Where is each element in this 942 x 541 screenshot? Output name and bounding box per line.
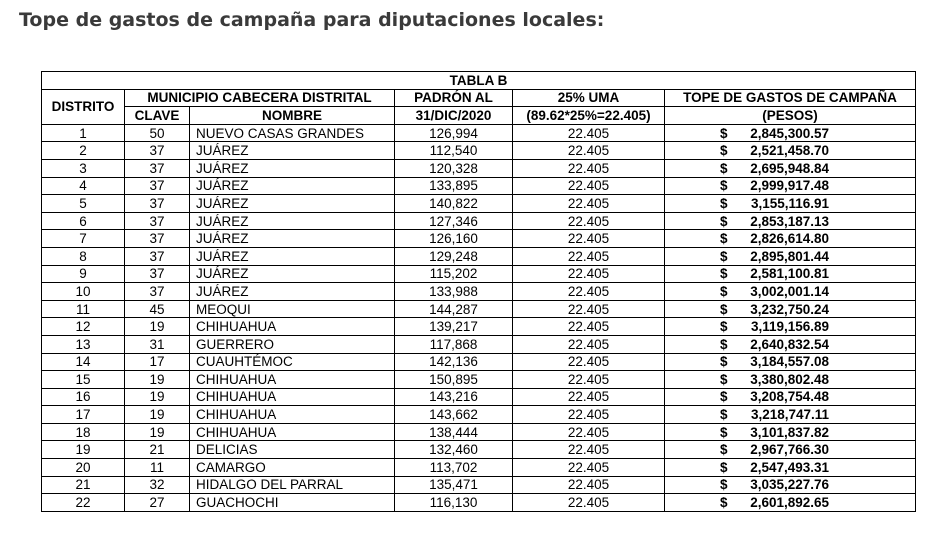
cell-clave: 19 bbox=[125, 371, 190, 389]
tope-wrap bbox=[665, 337, 915, 352]
cell-nombre: JUÁREZ bbox=[190, 230, 395, 248]
cell-uma: 22.405 bbox=[513, 459, 665, 477]
cell-tope bbox=[665, 142, 916, 160]
table-row bbox=[42, 494, 916, 512]
cell-tope bbox=[665, 459, 916, 477]
tope-amount: 2,967,766.30 bbox=[750, 442, 830, 458]
table-row bbox=[42, 247, 916, 265]
cell-padron: 112,540 bbox=[395, 142, 513, 160]
cell-clave: 32 bbox=[125, 476, 190, 494]
tope-amount: 2,695,948.84 bbox=[750, 160, 830, 176]
cell-uma: 22.405 bbox=[513, 406, 665, 424]
cell-clave: 21 bbox=[125, 441, 190, 459]
cell-padron: 120,328 bbox=[395, 159, 513, 177]
currency-symbol: $ bbox=[720, 371, 728, 387]
cell-uma: 22.405 bbox=[513, 371, 665, 389]
cell-clave: 37 bbox=[125, 195, 190, 213]
cell-uma: 22.405 bbox=[513, 124, 665, 142]
currency-symbol: $ bbox=[720, 301, 728, 317]
table-row bbox=[42, 353, 916, 371]
tope-amount: 2,853,187.13 bbox=[750, 213, 830, 229]
cell-tope bbox=[665, 177, 916, 195]
cell-padron: 144,287 bbox=[395, 300, 513, 318]
table-row bbox=[42, 371, 916, 389]
cell-tope bbox=[665, 212, 916, 230]
tope-amount: 3,218,747.11 bbox=[750, 407, 830, 423]
cell-uma: 22.405 bbox=[513, 300, 665, 318]
cell-uma: 22.405 bbox=[513, 423, 665, 441]
tope-wrap bbox=[665, 161, 915, 176]
currency-symbol: $ bbox=[720, 319, 728, 335]
tope-amount: 2,601,892.65 bbox=[750, 495, 830, 511]
cell-tope bbox=[665, 388, 916, 406]
cell-nombre: GUERRERO bbox=[190, 335, 395, 353]
currency-symbol: $ bbox=[720, 336, 728, 352]
currency-symbol: $ bbox=[720, 407, 728, 423]
tope-amount: 3,035,227.76 bbox=[750, 477, 830, 493]
cell-clave: 37 bbox=[125, 177, 190, 195]
tope-amount: 3,232,750.24 bbox=[750, 301, 830, 317]
table-row bbox=[42, 335, 916, 353]
cell-uma: 22.405 bbox=[513, 318, 665, 336]
tope-wrap bbox=[665, 442, 915, 457]
cell-clave: 11 bbox=[125, 459, 190, 477]
tope-wrap bbox=[665, 407, 915, 422]
currency-symbol: $ bbox=[720, 283, 728, 299]
cell-uma: 22.405 bbox=[513, 247, 665, 265]
cell-tope bbox=[665, 476, 916, 494]
tope-amount: 3,119,156.89 bbox=[750, 319, 830, 335]
tope-wrap bbox=[665, 495, 915, 510]
tope-wrap bbox=[665, 302, 915, 317]
currency-symbol: $ bbox=[720, 178, 728, 194]
tope-amount: 2,999,917.48 bbox=[750, 178, 830, 194]
cell-padron: 117,868 bbox=[395, 335, 513, 353]
table-row bbox=[42, 441, 916, 459]
cell-padron: 133,988 bbox=[395, 283, 513, 301]
currency-symbol: $ bbox=[720, 195, 728, 211]
cell-clave: 37 bbox=[125, 230, 190, 248]
header-uma-line1: 25% UMA bbox=[513, 89, 665, 107]
table-header bbox=[42, 72, 916, 125]
currency-symbol: $ bbox=[720, 213, 728, 229]
tope-wrap bbox=[665, 319, 915, 334]
cell-distrito: 15 bbox=[42, 371, 125, 389]
tope-wrap bbox=[665, 178, 915, 193]
cell-clave: 37 bbox=[125, 283, 190, 301]
cell-padron: 115,202 bbox=[395, 265, 513, 283]
cell-nombre: HIDALGO DEL PARRAL bbox=[190, 476, 395, 494]
tope-wrap bbox=[665, 126, 915, 141]
cell-clave: 37 bbox=[125, 212, 190, 230]
caption-row bbox=[42, 72, 916, 90]
tope-amount: 2,547,493.31 bbox=[750, 459, 830, 475]
currency-symbol: $ bbox=[720, 424, 728, 440]
header-row-2 bbox=[42, 107, 916, 125]
currency-symbol: $ bbox=[720, 477, 728, 493]
cell-padron: 135,471 bbox=[395, 476, 513, 494]
tope-amount: 3,184,557.08 bbox=[750, 354, 830, 370]
cell-tope bbox=[665, 300, 916, 318]
cell-tope bbox=[665, 441, 916, 459]
table-row bbox=[42, 423, 916, 441]
cell-distrito: 12 bbox=[42, 318, 125, 336]
cell-nombre: CHIHUAHUA bbox=[190, 406, 395, 424]
cell-nombre: CHIHUAHUA bbox=[190, 371, 395, 389]
cell-tope bbox=[665, 124, 916, 142]
currency-symbol: $ bbox=[720, 160, 728, 176]
cell-nombre: CUAUHTÉMOC bbox=[190, 353, 395, 371]
cell-uma: 22.405 bbox=[513, 177, 665, 195]
cell-nombre: JUÁREZ bbox=[190, 159, 395, 177]
currency-symbol: $ bbox=[720, 231, 728, 247]
cell-nombre: CHIHUAHUA bbox=[190, 388, 395, 406]
currency-symbol: $ bbox=[720, 442, 728, 458]
cell-tope bbox=[665, 195, 916, 213]
table-row bbox=[42, 177, 916, 195]
table-row bbox=[42, 142, 916, 160]
cell-tope bbox=[665, 283, 916, 301]
cell-nombre: JUÁREZ bbox=[190, 265, 395, 283]
cell-distrito: 11 bbox=[42, 300, 125, 318]
cell-tope bbox=[665, 247, 916, 265]
cell-clave: 45 bbox=[125, 300, 190, 318]
table-row bbox=[42, 476, 916, 494]
cell-tope bbox=[665, 353, 916, 371]
cell-nombre: JUÁREZ bbox=[190, 177, 395, 195]
cell-uma: 22.405 bbox=[513, 353, 665, 371]
table-row bbox=[42, 283, 916, 301]
cell-tope bbox=[665, 265, 916, 283]
cell-nombre: MEOQUI bbox=[190, 300, 395, 318]
table-row bbox=[42, 195, 916, 213]
cell-clave: 17 bbox=[125, 353, 190, 371]
cell-uma: 22.405 bbox=[513, 441, 665, 459]
cell-padron: 113,702 bbox=[395, 459, 513, 477]
cell-tope bbox=[665, 230, 916, 248]
currency-symbol: $ bbox=[720, 248, 728, 264]
cell-nombre: JUÁREZ bbox=[190, 212, 395, 230]
cell-clave: 19 bbox=[125, 318, 190, 336]
header-tope-line1: TOPE DE GASTOS DE CAMPAÑA bbox=[665, 89, 916, 107]
cell-tope bbox=[665, 406, 916, 424]
header-padron-line1: PADRÓN AL bbox=[395, 89, 513, 107]
cell-uma: 22.405 bbox=[513, 283, 665, 301]
tope-wrap bbox=[665, 372, 915, 387]
tope-amount: 3,208,754.48 bbox=[750, 389, 830, 405]
cell-distrito: 10 bbox=[42, 283, 125, 301]
cell-tope bbox=[665, 494, 916, 512]
tope-amount: 2,895,801.44 bbox=[750, 248, 830, 264]
cell-distrito: 9 bbox=[42, 265, 125, 283]
cell-clave: 37 bbox=[125, 159, 190, 177]
page-title: Tope de gastos de campaña para diputaciones locales: bbox=[19, 9, 605, 31]
tope-amount: 3,380,802.48 bbox=[750, 371, 830, 387]
cell-distrito: 14 bbox=[42, 353, 125, 371]
cell-uma: 22.405 bbox=[513, 476, 665, 494]
cell-distrito: 18 bbox=[42, 423, 125, 441]
tope-wrap bbox=[665, 214, 915, 229]
table-row bbox=[42, 212, 916, 230]
cell-distrito: 4 bbox=[42, 177, 125, 195]
cell-distrito: 21 bbox=[42, 476, 125, 494]
cell-distrito: 8 bbox=[42, 247, 125, 265]
cell-nombre: JUÁREZ bbox=[190, 283, 395, 301]
tope-amount: 3,155,116.91 bbox=[750, 195, 830, 211]
tope-amount: 2,521,458.70 bbox=[750, 143, 830, 159]
cell-padron: 140,822 bbox=[395, 195, 513, 213]
cell-clave: 50 bbox=[125, 124, 190, 142]
cell-padron: 138,444 bbox=[395, 423, 513, 441]
table-row bbox=[42, 159, 916, 177]
header-row-1 bbox=[42, 89, 916, 107]
header-distrito: DISTRITO bbox=[42, 89, 125, 124]
cell-clave: 37 bbox=[125, 142, 190, 160]
cell-tope bbox=[665, 159, 916, 177]
tope-wrap bbox=[665, 284, 915, 299]
cell-distrito: 2 bbox=[42, 142, 125, 160]
currency-symbol: $ bbox=[720, 354, 728, 370]
tope-wrap bbox=[665, 460, 915, 475]
currency-symbol: $ bbox=[720, 143, 728, 159]
table-row bbox=[42, 300, 916, 318]
tope-amount: 2,845,300.57 bbox=[750, 125, 830, 141]
tope-amount: 2,826,614.80 bbox=[750, 231, 830, 247]
cell-padron: 129,248 bbox=[395, 247, 513, 265]
cell-clave: 37 bbox=[125, 265, 190, 283]
cell-uma: 22.405 bbox=[513, 230, 665, 248]
cell-clave: 27 bbox=[125, 494, 190, 512]
table-body bbox=[42, 124, 916, 511]
cell-distrito: 19 bbox=[42, 441, 125, 459]
cell-distrito: 5 bbox=[42, 195, 125, 213]
cell-tope bbox=[665, 423, 916, 441]
table-row bbox=[42, 318, 916, 336]
cell-uma: 22.405 bbox=[513, 265, 665, 283]
cell-padron: 142,136 bbox=[395, 353, 513, 371]
cell-uma: 22.405 bbox=[513, 142, 665, 160]
cell-padron: 132,460 bbox=[395, 441, 513, 459]
tope-wrap bbox=[665, 249, 915, 264]
cell-padron: 126,994 bbox=[395, 124, 513, 142]
cell-tope bbox=[665, 335, 916, 353]
cell-nombre: CHIHUAHUA bbox=[190, 318, 395, 336]
cell-distrito: 1 bbox=[42, 124, 125, 142]
cell-padron: 150,895 bbox=[395, 371, 513, 389]
header-nombre: NOMBRE bbox=[190, 107, 395, 125]
cell-padron: 127,346 bbox=[395, 212, 513, 230]
cell-uma: 22.405 bbox=[513, 335, 665, 353]
cell-padron: 126,160 bbox=[395, 230, 513, 248]
cell-clave: 19 bbox=[125, 423, 190, 441]
cell-uma: 22.405 bbox=[513, 159, 665, 177]
table-row bbox=[42, 406, 916, 424]
currency-symbol: $ bbox=[720, 495, 728, 511]
cell-clave: 19 bbox=[125, 388, 190, 406]
cell-nombre: CAMARGO bbox=[190, 459, 395, 477]
table-row bbox=[42, 230, 916, 248]
cell-nombre: GUACHOCHI bbox=[190, 494, 395, 512]
cell-uma: 22.405 bbox=[513, 388, 665, 406]
header-municipio: MUNICIPIO CABECERA DISTRITAL bbox=[125, 89, 395, 107]
tope-amount: 2,640,832.54 bbox=[750, 336, 830, 352]
cell-distrito: 17 bbox=[42, 406, 125, 424]
cell-distrito: 7 bbox=[42, 230, 125, 248]
cell-padron: 133,895 bbox=[395, 177, 513, 195]
header-uma-line2: (89.62*25%=22.405) bbox=[513, 107, 665, 125]
cell-padron: 143,662 bbox=[395, 406, 513, 424]
table-row bbox=[42, 459, 916, 477]
cell-nombre: JUÁREZ bbox=[190, 142, 395, 160]
tope-wrap bbox=[665, 425, 915, 440]
cell-nombre: DELICIAS bbox=[190, 441, 395, 459]
tope-wrap bbox=[665, 143, 915, 158]
table-row bbox=[42, 265, 916, 283]
tope-wrap bbox=[665, 266, 915, 281]
table-caption: TABLA B bbox=[42, 72, 916, 90]
header-padron-line2: 31/DIC/2020 bbox=[395, 107, 513, 125]
cell-clave: 31 bbox=[125, 335, 190, 353]
header-clave: CLAVE bbox=[125, 107, 190, 125]
cell-distrito: 6 bbox=[42, 212, 125, 230]
currency-symbol: $ bbox=[720, 459, 728, 475]
currency-symbol: $ bbox=[720, 125, 728, 141]
tope-amount: 2,581,100.81 bbox=[750, 266, 830, 282]
cell-uma: 22.405 bbox=[513, 494, 665, 512]
cell-distrito: 22 bbox=[42, 494, 125, 512]
cell-distrito: 16 bbox=[42, 388, 125, 406]
cell-clave: 19 bbox=[125, 406, 190, 424]
currency-symbol: $ bbox=[720, 389, 728, 405]
cell-distrito: 13 bbox=[42, 335, 125, 353]
cell-nombre: NUEVO CASAS GRANDES bbox=[190, 124, 395, 142]
cell-clave: 37 bbox=[125, 247, 190, 265]
table-row bbox=[42, 388, 916, 406]
cell-distrito: 20 bbox=[42, 459, 125, 477]
tope-wrap bbox=[665, 196, 915, 211]
cell-uma: 22.405 bbox=[513, 195, 665, 213]
tope-wrap bbox=[665, 354, 915, 369]
tope-wrap bbox=[665, 389, 915, 404]
cell-tope bbox=[665, 371, 916, 389]
cell-nombre: JUÁREZ bbox=[190, 195, 395, 213]
currency-symbol: $ bbox=[720, 266, 728, 282]
cell-padron: 139,217 bbox=[395, 318, 513, 336]
cell-padron: 143,216 bbox=[395, 388, 513, 406]
header-tope-line2: (PESOS) bbox=[665, 107, 916, 125]
cell-padron: 116,130 bbox=[395, 494, 513, 512]
tope-wrap bbox=[665, 231, 915, 246]
tope-wrap bbox=[665, 477, 915, 492]
cell-nombre: CHIHUAHUA bbox=[190, 423, 395, 441]
tope-amount: 3,002,001.14 bbox=[750, 283, 830, 299]
cell-distrito: 3 bbox=[42, 159, 125, 177]
tabla-b bbox=[41, 71, 916, 512]
table-row bbox=[42, 124, 916, 142]
cell-nombre: JUÁREZ bbox=[190, 247, 395, 265]
cell-tope bbox=[665, 318, 916, 336]
tope-amount: 3,101,837.82 bbox=[750, 424, 830, 440]
cell-uma: 22.405 bbox=[513, 212, 665, 230]
